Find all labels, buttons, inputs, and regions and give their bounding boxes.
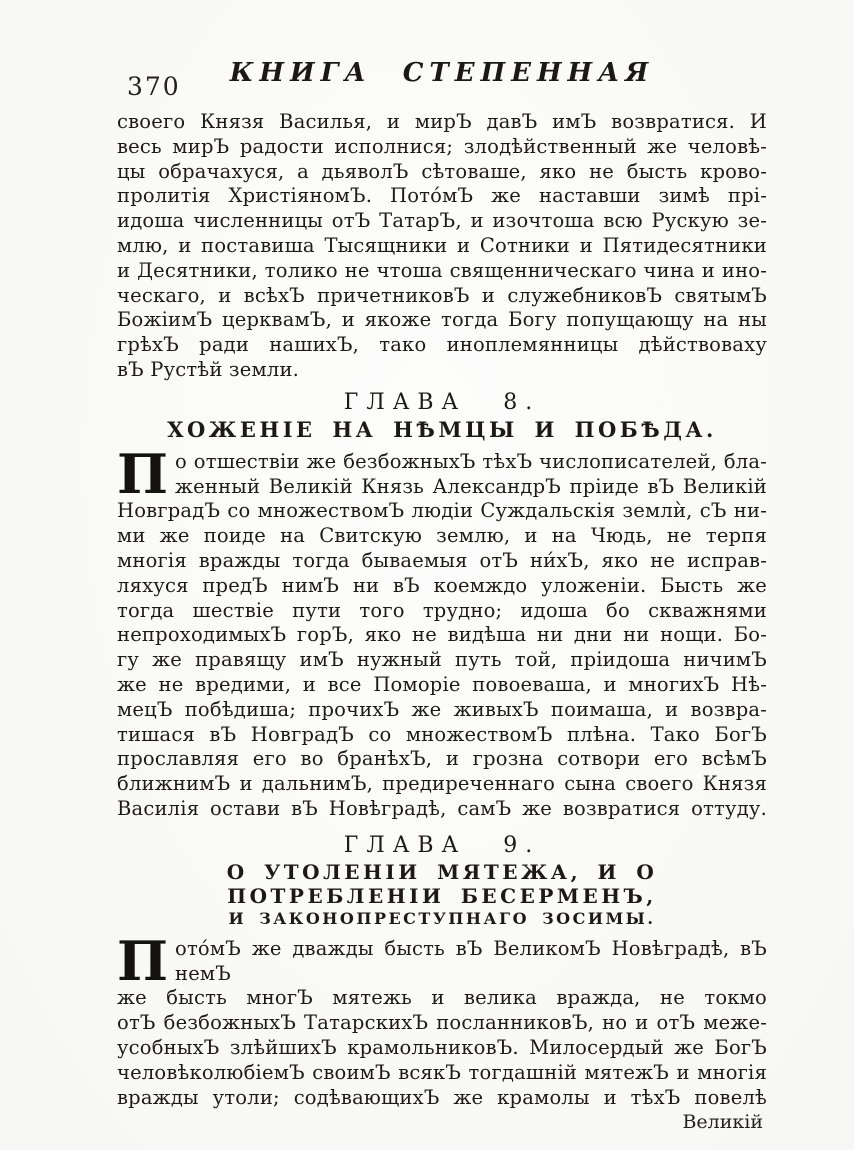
text-line: тишася вЪ НовградЪ со множествомЪ плѣна. Тако БогЪ [117, 722, 767, 746]
chapter9-paragraph [117, 928, 767, 1111]
text-line: ото́мЪ же дважды бысть вЪ ВеликомЪ Новѣградѣ, вЪ немЪ [175, 936, 767, 985]
running-title: КНИГА СТЕПЕННАЯ [229, 58, 655, 88]
text-line: Василія остави вЪ Новѣградѣ, самЪ же возвратися оттуду. [117, 796, 767, 820]
page-header [117, 58, 767, 101]
text-line: усобныхЪ злѣйшихЪ крамольниковЪ. Милосердый же БогЪ [117, 1035, 767, 1059]
chapter9-heading: ГЛАВА 9. [343, 832, 541, 858]
chapter8-dropcap: П [117, 441, 168, 506]
text-line: ми же поиде на Свитскую землю, и на Чюдь, не терпя [117, 524, 767, 548]
text-line: весь мирЪ радости исполнися; злодѣйственный же человѣ- [117, 134, 767, 158]
chapter8-lines [117, 441, 767, 822]
text-line: грѣхЪ ради нашихЪ, тако иноплемянницы дѣйствоваху [117, 333, 767, 357]
chapter8-paragraph [117, 441, 767, 822]
chapter9-subheading-line2: И ЗАКОНОПРЕСТУПНАГО ЗОСИМЫ. [228, 908, 656, 928]
text-line: вЪ Рустѣй земли. [117, 357, 300, 381]
catchword: Великій [682, 1111, 763, 1134]
text-line: отЪ безбожныхЪ ТатарскихЪ посланниковЪ, но и отЪ меже- [117, 1011, 767, 1035]
text-line: ляхуся предЪ нимЪ ни вЪ коемждо уложеніи. Бысть же [117, 573, 767, 597]
page-number: 370 [127, 72, 181, 101]
text-line: многія вражды тогда бываемыя отЪ ни́хЪ, яко не исправ- [117, 548, 767, 572]
text-line: БожіимЪ церквамЪ, и якоже тогда Богу попущающу на ны [117, 308, 767, 332]
chapter8-subheading: ХОЖЕНІЕ НА НѢМЦЫ И ПОБѢДА. [167, 416, 717, 442]
text-line: НовградЪ со множествомЪ людіи Суждальскія землѝ, сЪ ни- [117, 499, 767, 523]
text-line: цы обрачахуся, а дьяволЪ сѣтоваше, яко не бысть крово- [117, 159, 767, 183]
chapter8-heading: ГЛАВА 8. [343, 389, 541, 415]
chapter9-dropcap: П [117, 928, 168, 993]
text-line: идоша численницы отЪ ТатарЪ, и изочтоша всю Рускую зе- [117, 209, 767, 233]
text-line: человѣколюбіемЪ своимЪ всякЪ тогдашній мятежЪ и многія [117, 1060, 767, 1084]
chapter9-subheading-line1: О УТОЛЕНІИ МЯТЕЖА, И О ПОТРЕБЛЕНІИ БЕСЕРМЕНЪ, [226, 859, 658, 908]
text-line: ближнимЪ и дальнимЪ, предиреченнаго сына своего Князя [117, 772, 767, 796]
text-line: гу же правящу имЪ нужный путь той, пріидоша ничимЪ [117, 648, 767, 672]
text-line: же не вредими, и все Поморіе повоеваша, и многихЪ Нѣ- [117, 672, 767, 696]
text-line: о отшествіи же безбожныхЪ тѣхЪ числописателей, бла- [175, 449, 767, 473]
chapter9-lines [117, 928, 767, 1111]
continuation-lines [117, 110, 767, 383]
text-line: мецЪ побѣдиша; прочихЪ же живыхЪ поимаша, и возвра- [117, 697, 767, 721]
text-line: и Десятники, толико не чтоша священническаго чина и ино- [117, 258, 767, 282]
text-line: тогда шествіе пути того трудно; идоша бо скважнями [117, 598, 767, 622]
text-line: своего Князя Василья, и мирЪ давЪ имЪ возвратися. И [117, 110, 767, 133]
continuation-paragraph [117, 110, 767, 383]
text-line: пролитія ХристіяномЪ. Пото́мЪ же наставши зимѣ прі- [117, 184, 767, 208]
text-line: млю, и поставиша Тысящники и Сотники и Пятидесятники [117, 233, 767, 257]
text-line: ческаго, и всѣхЪ причетниковЪ и служебниковЪ святымЪ [117, 283, 767, 307]
text-line: женный Великій Князь АлександрЪ пріиде вЪ Великій [175, 474, 767, 498]
text-line: же бысть многЪ мятежь и велика вражда, не токмо [117, 986, 767, 1010]
text-line: прославляя его во бранѣхЪ, и грозна сотвори его всѣмЪ [117, 747, 767, 771]
text-block [117, 110, 767, 1134]
spacer [117, 822, 767, 826]
text-line: непроходимыхЪ горЪ, яко не видѣша ни дни ни нощи. Бо- [117, 623, 767, 647]
text-line: вражды утоли; содѣвающихЪ же крамолы и тѣхЪ повелѣ [117, 1085, 767, 1109]
